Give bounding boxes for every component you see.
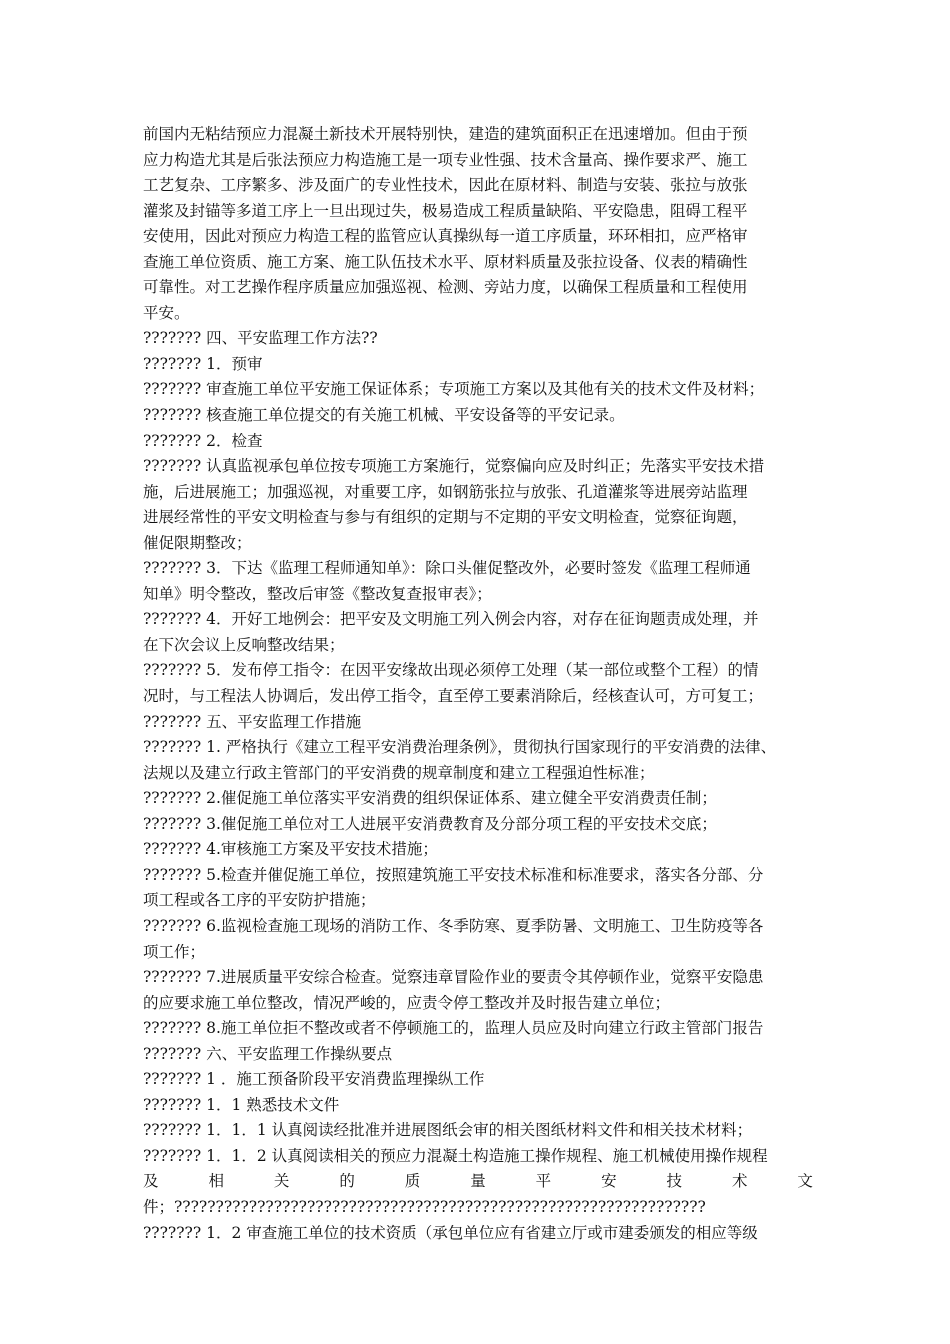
text-line: 件；????????????????????????????????????????????????????????????????	[143, 1197, 706, 1216]
text-line: ??????? 3.催促施工单位对工人进展平安消费教育及分部分项工程的平安技术交底；	[143, 814, 717, 833]
text-line: ??????? 核查施工单位提交的有关施工机械、平安设备等的平安记录。	[143, 406, 625, 425]
text-line: 况时，与工程法人协调后，发出停工指令，直至停工要素消除后，经核查认可，方可复工；	[143, 687, 764, 706]
justified-text-line	[143, 1169, 813, 1195]
text-line: ??????? 审查施工单位平安施工保证体系；专项施工方案以及其他有关的技术文件及材料；	[143, 380, 765, 399]
text-line: ??????? 2.催促施工单位落实平安消费的组织保证体系、建立健全平安消费责任制；	[143, 789, 717, 808]
text-line: 在下次会议上反响整改结果；	[143, 635, 345, 654]
text-line: 工艺复杂、工序繁多、涉及面广的专业性技术，因此在原材料、制造与安装、张拉与放张	[143, 176, 748, 195]
text-line: 进展经常性的平安文明检查与参与有组织的定期与不定期的平安文明检查，觉察征询题，	[143, 508, 748, 527]
justified-word: 文	[797, 1172, 813, 1191]
text-line: 可靠性。对工艺操作程序质量应加强巡视、检测、旁站力度，以确保工程质量和工程使用	[143, 278, 748, 297]
text-line: 知单》明令整改，整改后审签《整改复查报审表》；	[143, 584, 492, 603]
text-line: ??????? 5.检查并催促施工单位，按照建筑施工平安技术标准和标准要求，落实各分部、分	[143, 865, 764, 884]
text-line: ??????? 1．1．2 认真阅读相关的预应力混凝土构造施工操作规程、施工机械使用操作规程	[143, 1146, 768, 1165]
text-line: 的应要求施工单位整改，情况严峻的，应责令停工整改并及时报告建立单位；	[143, 993, 671, 1012]
text-line: 安使用，因此对预应力构造工程的监管应认真操纵每一道工序质量，环环相扣，应严格审	[143, 227, 748, 246]
text-line: ??????? 认真监视承包单位按专项施工方案施行，觉察偏向应及时纠正；先落实平安技术措	[143, 457, 765, 476]
text-line: 应力构造尤其是后张法预应力构造施工是一项专业性强、技术含量高、操作要求严、施工	[143, 150, 748, 169]
justified-word: 安	[601, 1172, 617, 1191]
text-line: ??????? 8.施工单位拒不整改或者不停顿施工的，监理人员应及时向建立行政主管部门报告	[143, 1019, 764, 1038]
text-line: ??????? 1．1 熟悉技术文件	[143, 1095, 340, 1114]
text-line: ??????? 4．开好工地例会：把平安及文明施工列入例会内容，对存在征询题责成处理，并	[143, 610, 759, 629]
text-line: 项工作；	[143, 942, 206, 961]
justified-word: 术	[731, 1172, 748, 1191]
text-line: 催促限期整改；	[143, 533, 252, 552]
text-line: 查施工单位资质、施工方案、施工队伍技术水平、原材料质量及张拉设备、仪表的精确性	[143, 252, 748, 271]
text-line: ??????? 1．预审	[143, 354, 263, 373]
text-line: 法规以及建立行政主管部门的平安消费的规章制度和建立工程强迫性标准；	[143, 763, 655, 782]
justified-word: 关	[273, 1172, 290, 1191]
text-line: ??????? 1. 严格执行《建立工程平安消费治理条例》，贯彻执行国家现行的平安消费的法律、	[143, 738, 777, 757]
text-line: 前国内无粘结预应力混凝土新技术开展特别快，建造的建筑面积正在迅速增加。但由于预	[143, 125, 748, 143]
text-line: ??????? 6.监视检查施工现场的消防工作、冬季防寒、夏季防暑、文明施工、卫生防疫等各	[143, 916, 764, 935]
justified-word: 的	[339, 1172, 355, 1191]
text-line: 灌浆及封锚等多道工序上一旦出现过失，极易造成工程质量缺陷、平安隐患，阻碍工程平	[143, 201, 748, 220]
text-line: ??????? 7.进展质量平安综合检查。觉察违章冒险作业的要责令其停顿作业，觉察平安隐患	[143, 968, 764, 987]
text-line: ??????? 四、平安监理工作方法??	[143, 329, 378, 348]
text-line: ??????? 五、平安监理工作措施	[143, 712, 362, 731]
text-line: ??????? 1．2 审查施工单位的技术资质（承包单位应有省建立厅或市建委颁发的相应等级	[143, 1223, 758, 1242]
document-body	[143, 122, 813, 1246]
justified-word: 技	[666, 1172, 683, 1191]
text-line: 施，后进展施工；加强巡视，对重要工序，如钢筋张拉与放张、孔道灌浆等进展旁站监理	[143, 482, 748, 501]
text-line: ??????? 六、平安监理工作操纵要点	[143, 1044, 393, 1063]
text-line: 平安。	[143, 303, 190, 322]
justified-word: 量	[470, 1172, 486, 1191]
text-line: 项工程或各工序的平安防护措施；	[143, 891, 376, 910]
justified-word: 及	[143, 1172, 159, 1191]
justified-word: 相	[208, 1172, 224, 1191]
text-line: ??????? 1 ．施工预备阶段平安消费监理操纵工作	[143, 1070, 485, 1089]
text-line: ??????? 5．发布停工指令：在因平安缘故出现必须停工处理（某一部位或整个工程）的情	[143, 661, 759, 680]
text-line: ??????? 2．检查	[143, 431, 263, 450]
justified-word: 平	[535, 1172, 552, 1191]
justified-word: 质	[404, 1172, 421, 1191]
text-line: ??????? 4.审核施工方案及平安技术措施；	[143, 840, 438, 859]
text-line: ??????? 3．下达《监理工程师通知单》：除口头催促整改外，必要时签发《监理工程师通	[143, 559, 751, 578]
text-line: ??????? 1．1．1 认真阅读经批准并进展图纸会审的相关图纸材料文件和相关技术材料；	[143, 1121, 753, 1140]
